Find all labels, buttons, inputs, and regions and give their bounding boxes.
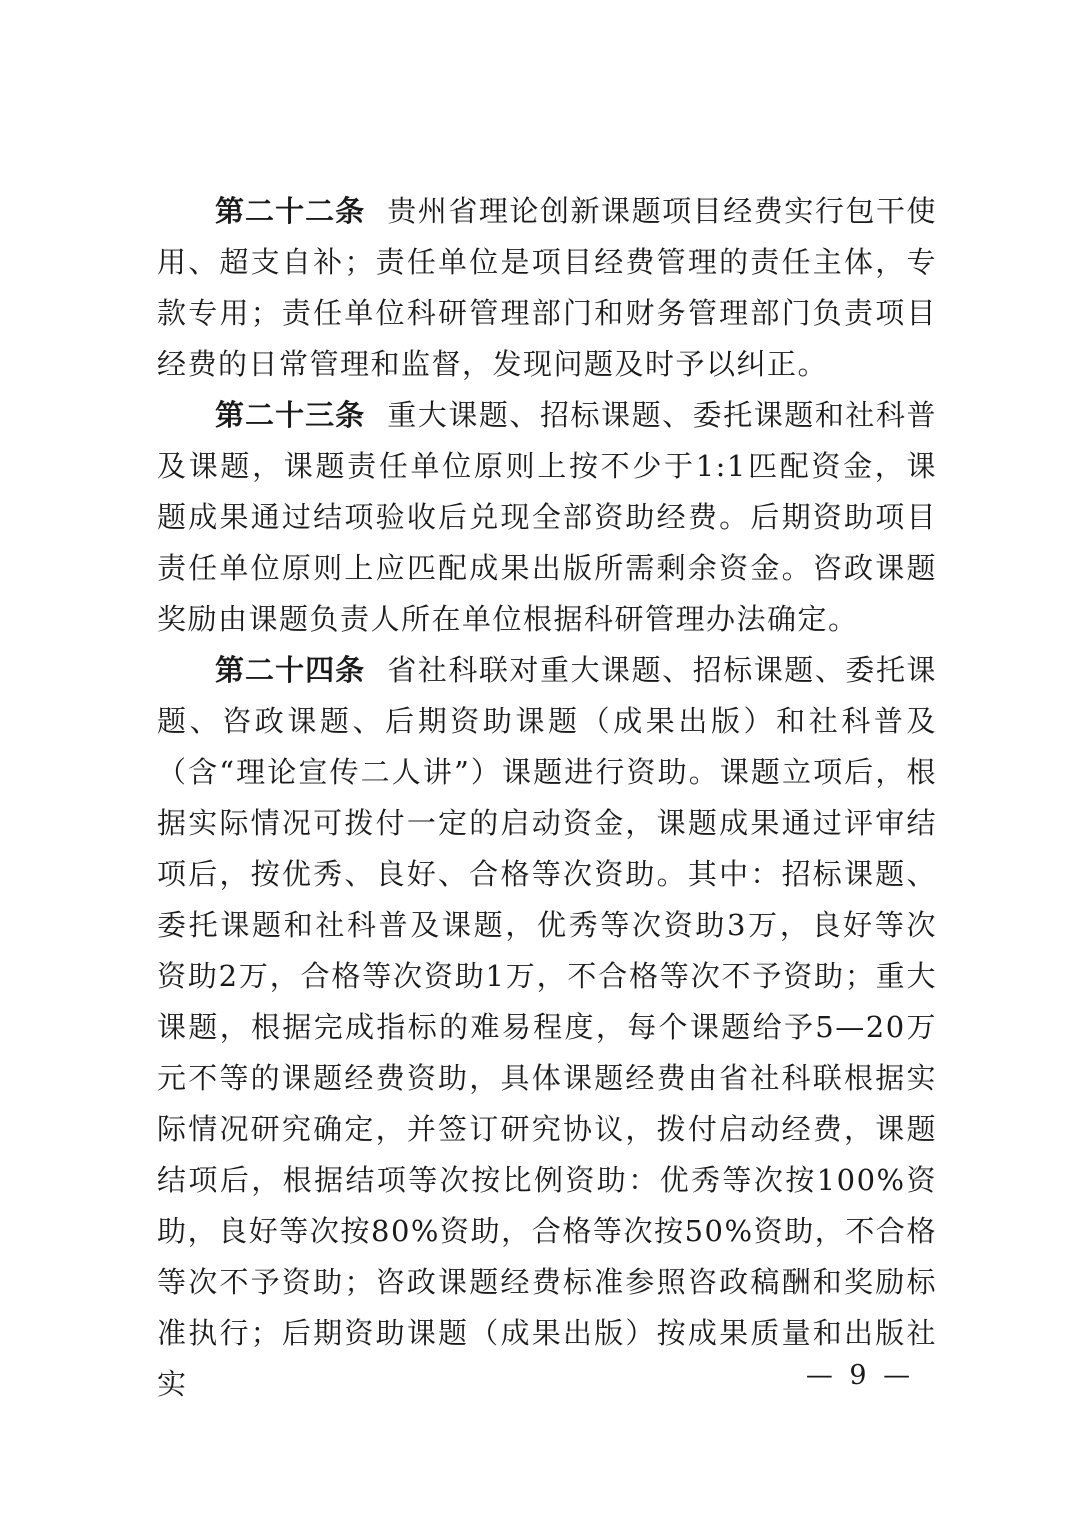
article-heading: 第二十三条 (215, 398, 366, 432)
article-body: 重大课题、招标课题、委托课题和社科普及课题，课题责任单位原则上按不少于1:1匹配资金，课题成果通过结项验收后兑现全部资助经费。后期资助项目责任单位原则上应匹配成果出版所需剩余资金。咨政课题奖励由课题负责人所在单位根据科研管理办法确定。 (157, 398, 937, 636)
article-heading: 第二十四条 (215, 653, 366, 687)
article-22 (157, 186, 937, 390)
page-number: — 9 — (805, 1360, 915, 1391)
article-23 (157, 390, 937, 645)
document-page (157, 186, 937, 1410)
article-24 (157, 645, 937, 1410)
article-body: 省社科联对重大课题、招标课题、委托课题、咨政课题、后期资助课题（成果出版）和社科普及（含“理论宣传二人讲”）课题进行资助。课题立项后，根据实际情况可拨付一定的启动资金，课题成果通过评审结项后，按优秀、良好、合格等次资助。其中：招标课题、委托课题和社科普及课题，优秀等次资助3万，良好等次资助2万，合格等次资助1万，不合格等次不予资助；重大课题，根据完成指标的难易程度，每个课题给予5—20万元不等的课题经费资助，具体课题经费由省社科联根据实际情况研究确定，并签订研究协议，拨付启动经费，课题结项后，根据结项等次按比例资助：优秀等次按100%资助，良好等次按80%资助，合格等次按50%资助，不合格等次不予资助；咨政课题经费标准参照咨政稿酬和奖励标准执行；后期资助课题（成果出版）按成果质量和出版社实 (157, 653, 937, 1401)
article-body: 贵州省理论创新课题项目经费实行包干使用、超支自补；责任单位是项目经费管理的责任主体，专款专用；责任单位科研管理部门和财务管理部门负责项目经费的日常管理和监督，发现问题及时予以纠正。 (157, 194, 937, 381)
article-heading: 第二十二条 (215, 194, 366, 228)
